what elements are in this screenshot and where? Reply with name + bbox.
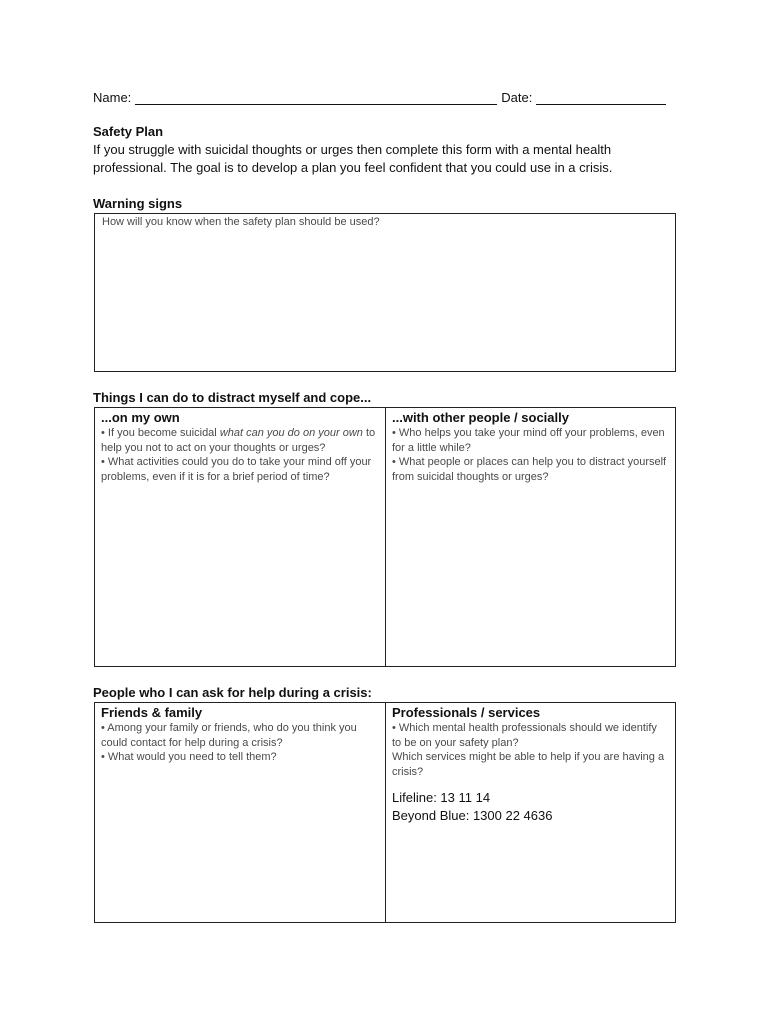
lifeline-number: Lifeline: 13 11 14 xyxy=(392,790,491,806)
friends-family-prompt-1: • Among your family or friends, who do you think you could contact for help during a crisis? xyxy=(101,722,357,749)
on-my-own-prompt-1-end: to help you not to act on your thoughts or urges? xyxy=(101,427,376,454)
date-field[interactable] xyxy=(536,90,666,105)
socially-title: ...with other people / socially xyxy=(392,410,569,425)
date-label: Date: xyxy=(501,90,533,105)
professionals-prompt-1: • Which mental health professionals should we identify to be on your safety plan? xyxy=(392,722,657,749)
on-my-own-prompt-1 xyxy=(101,426,379,455)
distract-heading: Things I can do to distract myself and cope... xyxy=(93,390,372,405)
intro-text: If you struggle with suicidal thoughts or urges then complete this form with a mental health professional. The goal is to develop a plan you feel confident that you could use in a crisis. xyxy=(93,142,613,175)
friends-family-prompt-2: • What would you need to tell them? xyxy=(101,751,277,764)
warning-signs-heading: Warning signs xyxy=(93,196,183,211)
intro-title: Safety Plan xyxy=(93,124,164,139)
help-heading: People who I can ask for help during a crisis: xyxy=(93,685,372,700)
professionals-prompt-2: Which services might be able to help if you are having a crisis? xyxy=(392,751,665,778)
on-my-own-prompt-1-start: • If you become suicidal xyxy=(101,427,220,439)
name-field[interactable] xyxy=(135,90,497,105)
on-my-own-cell[interactable] xyxy=(95,408,385,666)
socially-prompt-2: • What people or places can help you to distract yourself from suicidal thoughts or urges? xyxy=(392,456,667,483)
professionals-cell[interactable] xyxy=(386,703,675,922)
help-table xyxy=(94,702,676,923)
name-label: Name: xyxy=(93,90,132,105)
professionals-title: Professionals / services xyxy=(392,705,541,720)
friends-family-title: Friends & family xyxy=(101,705,203,720)
on-my-own-prompt-1-emphasis: what can you do on your own xyxy=(219,427,363,439)
on-my-own-title: ...on my own xyxy=(101,410,180,425)
socially-cell[interactable] xyxy=(386,408,675,666)
name-date-row xyxy=(93,89,675,107)
warning-signs-box[interactable] xyxy=(94,213,676,372)
beyond-blue-number: Beyond Blue: 1300 22 4636 xyxy=(392,808,553,824)
friends-family-cell[interactable] xyxy=(95,703,385,922)
on-my-own-prompt-2: • What activities could you do to take your mind off your problems, even if it is for a brief period of time? xyxy=(101,456,372,483)
socially-prompt-1: • Who helps you take your mind off your problems, even for a little while? xyxy=(392,427,665,454)
warning-signs-prompt: How will you know when the safety plan should be used? xyxy=(102,216,380,228)
distract-table xyxy=(94,407,676,667)
